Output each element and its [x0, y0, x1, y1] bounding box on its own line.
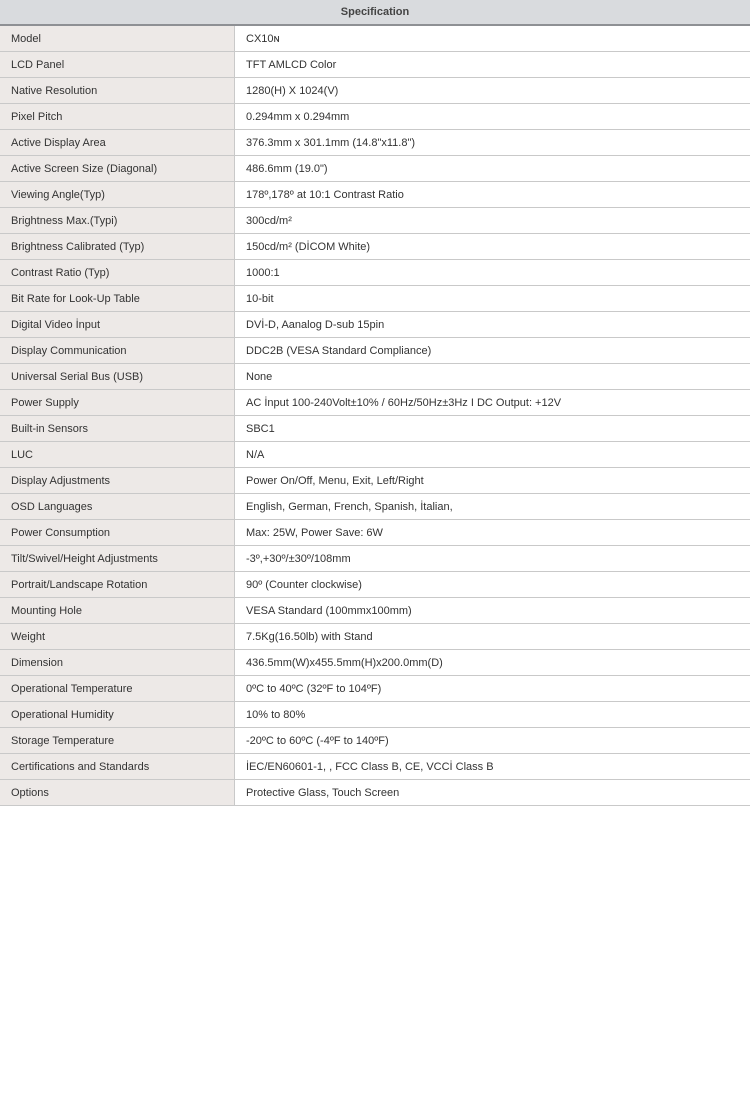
spec-table-header: [0, 0, 750, 26]
spec-label: Display Communication: [0, 338, 235, 364]
spec-value: 1000:1: [235, 260, 750, 286]
spec-label: Storage Temperature: [0, 728, 235, 754]
spec-value: 10% to 80%: [235, 702, 750, 728]
spec-row: [0, 468, 750, 494]
spec-row: [0, 494, 750, 520]
spec-value: DVİ-D, Aanalog D-sub 15pin: [235, 312, 750, 338]
spec-value: 0ºC to 40ºC (32ºF to 104ºF): [235, 676, 750, 702]
spec-row: [0, 182, 750, 208]
spec-value: CX10ɴ: [235, 26, 750, 52]
spec-value: 10-bit: [235, 286, 750, 312]
spec-row: [0, 286, 750, 312]
spec-table: [0, 26, 750, 806]
spec-label: Tilt/Swivel/Height Adjustments: [0, 546, 235, 572]
spec-value: -3º,+30º/±30º/108mm: [235, 546, 750, 572]
spec-label: Weight: [0, 624, 235, 650]
spec-value: 150cd/m² (DİCOM White): [235, 234, 750, 260]
spec-row: [0, 312, 750, 338]
spec-value: 1280(H) X 1024(V): [235, 78, 750, 104]
spec-row: [0, 416, 750, 442]
spec-label: Options: [0, 780, 235, 806]
spec-label: Operational Temperature: [0, 676, 235, 702]
spec-label: Mounting Hole: [0, 598, 235, 624]
spec-row: [0, 754, 750, 780]
spec-row: [0, 676, 750, 702]
spec-label: OSD Languages: [0, 494, 235, 520]
spec-row: [0, 78, 750, 104]
spec-value: 436.5mm(W)x455.5mm(H)x200.0mm(D): [235, 650, 750, 676]
spec-row: [0, 572, 750, 598]
spec-value: -20ºC to 60ºC (-4ºF to 140ºF): [235, 728, 750, 754]
spec-label: Active Display Area: [0, 130, 235, 156]
spec-label: Active Screen Size (Diagonal): [0, 156, 235, 182]
spec-row: [0, 338, 750, 364]
spec-label: Pixel Pitch: [0, 104, 235, 130]
spec-value: 300cd/m²: [235, 208, 750, 234]
spec-row: [0, 156, 750, 182]
spec-value: 90º (Counter clockwise): [235, 572, 750, 598]
spec-label: Bit Rate for Look-Up Table: [0, 286, 235, 312]
spec-row: [0, 520, 750, 546]
spec-row: [0, 702, 750, 728]
spec-value: English, German, French, Spanish, İtalian,: [235, 494, 750, 520]
spec-row: [0, 780, 750, 806]
spec-row: [0, 390, 750, 416]
spec-row: [0, 442, 750, 468]
spec-value: DDC2B (VESA Standard Compliance): [235, 338, 750, 364]
spec-label: Contrast Ratio (Typ): [0, 260, 235, 286]
spec-row: [0, 234, 750, 260]
spec-label: Digital Video İnput: [0, 312, 235, 338]
spec-value: İEC/EN60601-1, , FCC Class B, CE, VCCİ Class B: [235, 754, 750, 780]
spec-row: [0, 624, 750, 650]
spec-label: Viewing Angle(Typ): [0, 182, 235, 208]
spec-label: Universal Serial Bus (USB): [0, 364, 235, 390]
spec-value: 7.5Kg(16.50lb) with Stand: [235, 624, 750, 650]
spec-label: LUC: [0, 442, 235, 468]
spec-value: None: [235, 364, 750, 390]
spec-row: [0, 650, 750, 676]
spec-value: 178º,178º at 10:1 Contrast Ratio: [235, 182, 750, 208]
spec-table-body: [0, 26, 750, 806]
spec-value: Protective Glass, Touch Screen: [235, 780, 750, 806]
spec-label: Display Adjustments: [0, 468, 235, 494]
spec-label: Model: [0, 26, 235, 52]
spec-row: [0, 52, 750, 78]
spec-label: Brightness Max.(Typi): [0, 208, 235, 234]
spec-value: 0.294mm x 0.294mm: [235, 104, 750, 130]
spec-label: Operational Humidity: [0, 702, 235, 728]
spec-value: VESA Standard (100mmx100mm): [235, 598, 750, 624]
spec-label: Portrait/Landscape Rotation: [0, 572, 235, 598]
spec-row: [0, 130, 750, 156]
spec-label: Certifications and Standards: [0, 754, 235, 780]
spec-row: [0, 26, 750, 52]
spec-value: N/A: [235, 442, 750, 468]
spec-row: [0, 546, 750, 572]
spec-label: Power Supply: [0, 390, 235, 416]
spec-label: Dimension: [0, 650, 235, 676]
spec-value: AC İnput 100-240Volt±10% / 60Hz/50Hz±3Hz I DC Output: +12V: [235, 390, 750, 416]
spec-row: [0, 104, 750, 130]
spec-value: SBC1: [235, 416, 750, 442]
spec-value: Max: 25W, Power Save: 6W: [235, 520, 750, 546]
spec-label: Power Consumption: [0, 520, 235, 546]
spec-value: 486.6mm (19.0"): [235, 156, 750, 182]
spec-label: Brightness Calibrated (Typ): [0, 234, 235, 260]
spec-label: Built-in Sensors: [0, 416, 235, 442]
spec-label: Native Resolution: [0, 78, 235, 104]
spec-title: Specification: [340, 6, 410, 18]
spec-row: [0, 364, 750, 390]
spec-row: [0, 260, 750, 286]
spec-value: TFT AMLCD Color: [235, 52, 750, 78]
spec-row: [0, 728, 750, 754]
spec-label: LCD Panel: [0, 52, 235, 78]
spec-value: 376.3mm x 301.1mm (14.8"x11.8"): [235, 130, 750, 156]
spec-row: [0, 208, 750, 234]
spec-row: [0, 598, 750, 624]
spec-value: Power On/Off, Menu, Exit, Left/Right: [235, 468, 750, 494]
